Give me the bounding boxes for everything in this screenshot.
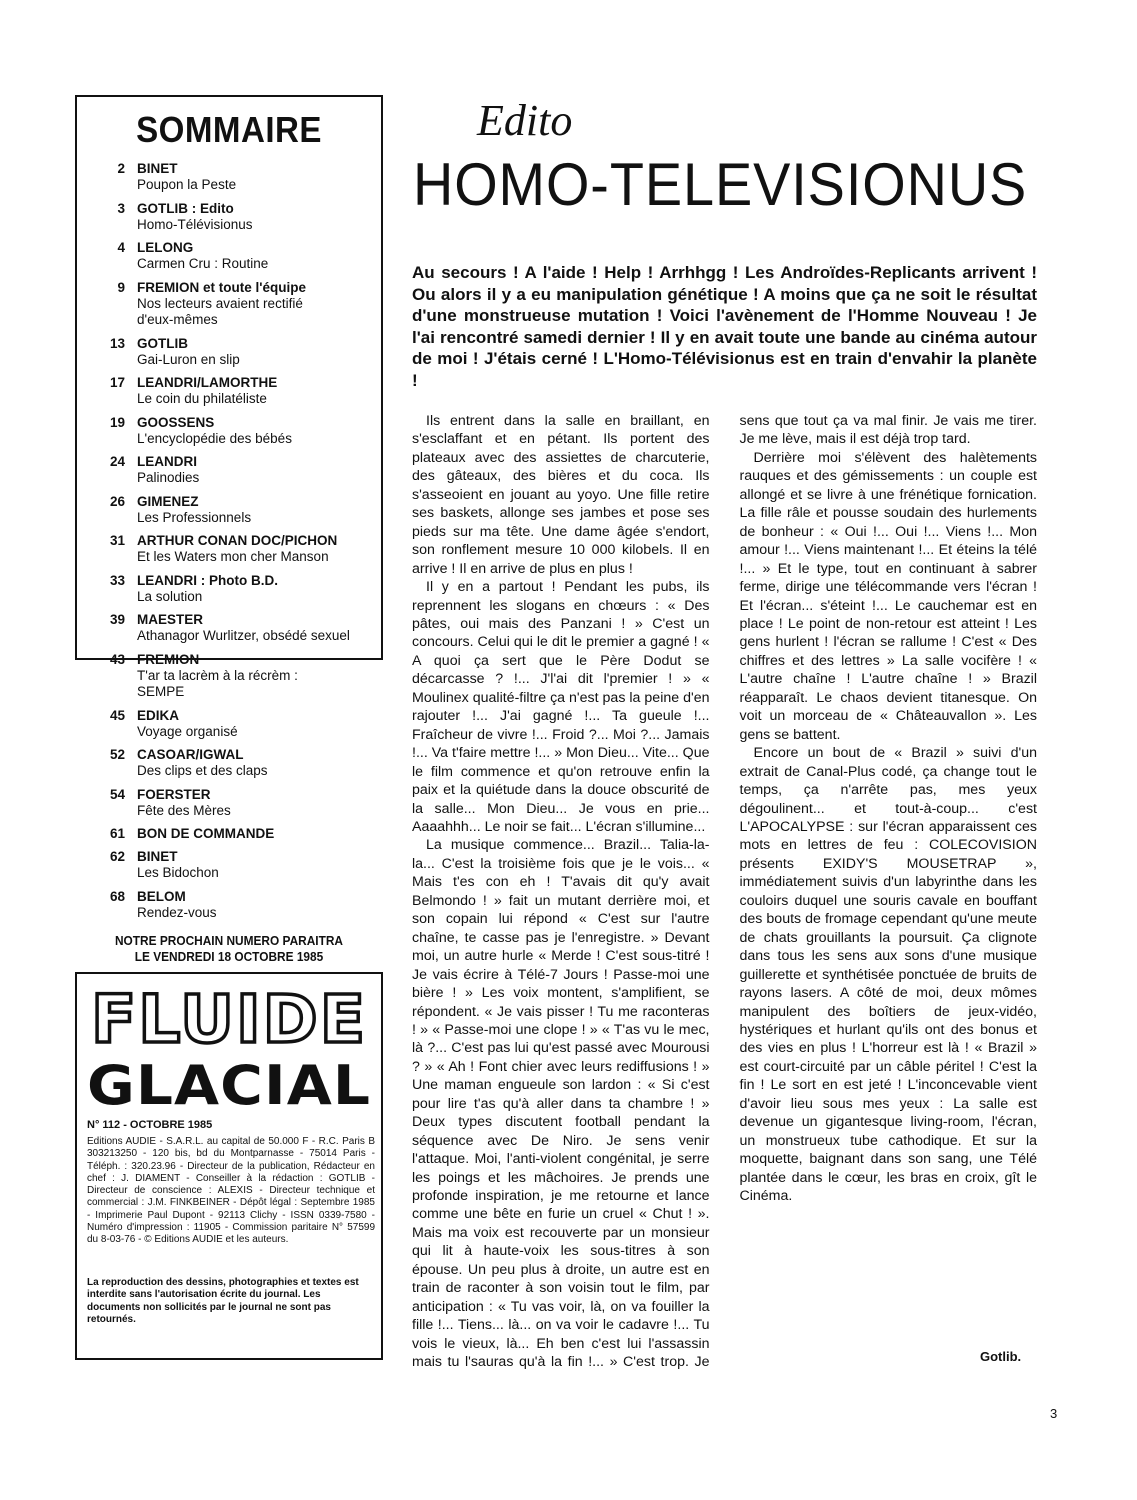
toc-subtitle: Le coin du philatéliste: [137, 391, 267, 406]
toc-entry: [87, 239, 379, 273]
toc-page-number: 45: [109, 707, 125, 723]
toc-subtitle: Les Bidochon: [137, 865, 219, 880]
next-issue-line: NOTRE PROCHAIN NUMERO PARAITRA: [114, 934, 344, 948]
toc-subtitle: Nos lecteurs avaient rectifié d'eux-mêmes: [137, 295, 303, 327]
toc-page-number: 31: [109, 533, 125, 548]
next-issue-notice: [75, 933, 383, 965]
toc-entry: [87, 279, 379, 329]
toc-entry: [87, 746, 379, 780]
toc-subtitle: Poupon la Peste: [137, 177, 237, 192]
toc-subtitle: Et les Waters mon cher Manson: [137, 549, 329, 564]
toc-entry: [87, 374, 379, 408]
toc-page-number: 43: [109, 651, 125, 667]
toc-author: LELONG: [137, 240, 194, 255]
article-paragraph: La musique commence... Brazil... Talia-la-la... C'est la troisième fois que je le vois... « Mais t'es con eh ! T'avais dit qu'y avait Belmondo ! » fait un mutant derrière moi, et son copain lui répond « C'est sur l'autre chaîne, te casse pas je l'enregistre. » Devant moi, un autre hurle « Merde ! C'est sous-titré ! Je vais écrire à Télé-7 Jours ! Passe-moi une bière ! » Les voix montent, s'amplifient, se répondent. « Je vais pisser ! Tu me raconteras ! » « Passe-moi une clope ! » « T'as vu le mec, là ?... C'est pas lui qu'est passé avec Mourousi ? » « Ah ! Font chier avec leurs rediffusions ! » Une maman engueule son lardon : « Si c'est pour lire t'as qu'à aller dans ta chambre ! » Deux types discutent football pendant la séquence avec De Niro. Je sens venir l'attaque. Moi, l'anti-violent congénital, je serre les poings et les mâchoires. Je prends une profonde inspiration, je me retourne et lance comme une bête en furie un cruel « Chut ! ». Mais ma voix est recouverte par un monsieur qui lit à haute-voix les sous-titres à son épouse. Un peu plus à droite, un autre est en train de raconter à son voisin tout le film, par anticipation : « Tu vas voir, là, on va fouiller la fille !... Tiens... là... on va voir le cadavre !... Tu vois le vieux, là... Eh ben c'est lui l'assassin mais tu l'sauras qu'à la fin !... » C'est trop. Je sens que tout ça va mal finir. Je vais me tirer. Je me lève, mais il est déjà trop tard.: [412, 413, 1037, 1371]
toc-subtitle: Homo-Télévisionus: [137, 216, 253, 232]
article-body: [412, 412, 1037, 1372]
copyright-notice: La reproduction des dessins, photographies et textes est interdite sans l'autorisation écrite du journal. Les documents non sollicités par le journal ne sont pas retournés.: [87, 1277, 359, 1325]
toc-author: MAESTER: [137, 612, 204, 627]
toc-entry: [87, 651, 379, 701]
toc-subtitle: Athanagor Wurlitzer, obsédé sexuel: [137, 628, 350, 643]
toc-author: GOOSSENS: [137, 414, 215, 430]
toc-subtitle: Carmen Cru : Routine: [137, 256, 269, 271]
toc-author: ARTHUR CONAN DOC/PICHON: [137, 533, 338, 548]
toc-entry: [87, 848, 379, 882]
toc-page-number: 68: [109, 888, 125, 904]
toc-page-number: 33: [109, 572, 125, 588]
publisher-info: Editions AUDIE - S.A.R.L. au capital de 50.000 F - R.C. Paris B 303213250 - 120 bis, bd du Montparnasse - 75014 Paris - Téléph. : 320.23.96 - Directeur de la publication, Rédacteur en chef : J. DIAMENT - Conseiller à la rédaction : GOTLIB - Directeur de conscience : ALEXIS - Directeur technique et commercial : J.M. FINKBEINER - Dépôt légal : Septembre 1985 - Imprimerie Paul Dupont - 92113 Clichy - ISSN 0339-7580 - Numéro d'impression : 11905 - Commission paritaire N° 57599 du 8-03-76 - © Editions AUDIE et les auteurs.: [87, 1136, 375, 1246]
article-paragraph: Il y en a partout ! Pendant les pubs, ils reprennent les slogans en chœurs : « Des pâtes, oui mais des Panzani ! » C'est un concours. Celui qui le dit le premier a gagné ! « A quoi ça sert que le Père Dodut se décarcasse ? !... J'l'ai dit l'premier ! » « Moulinex qualité-filtre ça n'est pas la peine d'en rajouter !... J'ai gagné !... Ta gueule !... Fraîcheur de vivre !... Froid ?... Moi ?... Jamais !... Va t'faire mettre !... » Mon Dieu... Vite... Que le film commence et qu'on retrouve enfin la paix et la quiétude dans la douce obscurité de la salle... Mon Dieu... Je vous en prie... Aaaahhh... Le noir se fait... L'écran s'illumine...: [412, 579, 710, 835]
toc-subtitle: Voyage organisé: [137, 723, 238, 739]
toc-entry: [87, 493, 379, 527]
author-signature: Gotlib.: [980, 1349, 1022, 1364]
toc-subtitle: Gai-Luron en slip: [137, 351, 240, 367]
article-paragraph: Derrière moi s'élèvent des halètements rauques et des gémissements : un couple est allongé et se livre à une frénétique fornication. La fille râle et pousse soudain des hurlements de bonheur : « Oui !... Oui !... Viens !... Mon amour !... Viens maintenant !... Et éteins la télé !... » Et le type, tout en continuant à sabrer ferme, dirige une télécommande vers l'écran ! Et l'écran... s'éteint !... Le cauchemar est en place ! Le point de non-retour est atteint ! Les gens hurlent ! l'écran se rallume ! C'est « Des chiffres et des lettres » La salle vocifère ! « L'autre chaîne ! L'autre chaîne ! » Brazil réapparaît. Le chaos devient titanesque. On voit un morceau de « Châteauvallon ». Les gens se battent.: [739, 449, 1037, 743]
article-paragraph: Encore un bout de « Brazil » suivi d'un extrait de Canal-Plus codé, ça change tout le temps, ça n'arrête pas, mes yeux dégoulinent... et tout-à-coup... c'est L'APOCALYPSE : sur l'écran apparaissent ces mots en lettres de feu : COLECOVISION présents EXIDY'S MOUSETRAP », immédiatement suivis d'un labyrinthe dans les couloirs duquel une souris cavale en bouffant des bouts de fromage cependant qu'une meute de chats grouillants la poursuit. Ça clignote dans tous les sens aux sons d'une musique guillerette et synthétisée ponctuée de bruits de rayons lasers. A côté de moi, deux mômes manipulent des boîtiers de jeux-vidéo, hystériques et hurlant qu'ils ont des bonus et des vies en plus ! L'horreur est là ! « Brazil » est court-circuité par un câble péritel ! C'est la fin ! Le sort en est jeté ! L'inconcevable vient d'avoir lieu sous mes yeux : La salle est devenue un gigantesque living-room, l'écran, un monstrueux tube cathodique. Et sur la moquette, baignant dans son sang, une Télé plantée dans le cœur, les bras en croix, gît le Cinéma.: [739, 745, 1037, 1205]
table-of-contents: [75, 95, 383, 920]
toc-author: BINET: [137, 849, 178, 864]
toc-entry: [87, 532, 379, 566]
toc-entry: [87, 786, 379, 820]
toc-page-number: 54: [109, 786, 125, 802]
toc-subtitle: Des clips et des claps: [137, 763, 268, 778]
toc-author: BINET: [137, 161, 178, 176]
toc-author: CASOAR/IGWAL: [137, 747, 244, 762]
toc-page-number: 24: [109, 454, 125, 469]
toc-subtitle: Palinodies: [137, 470, 200, 485]
toc-subtitle: T'ar ta lacrèm à la récrèm : SEMPE: [137, 667, 298, 699]
toc-author: GIMENEZ: [137, 493, 199, 509]
article-headline: HOMO-TELEVISIONUS: [413, 151, 1028, 218]
toc-page-number: 61: [109, 826, 125, 841]
toc-author: BON DE COMMANDE: [137, 826, 275, 841]
fluide-glacial-logo: [83, 980, 375, 1110]
logo-word-2: GLACIAL: [87, 1054, 371, 1110]
toc-list: [87, 160, 379, 927]
toc-author: BELOM: [137, 888, 186, 904]
article-intro: Au secours ! A l'aide ! Help ! Arrhhgg ! Les Androïdes-Replicants arrivent ! Ou alors il y a eu manipulation génétique ! A moins que ça ne soit le résultat d'une monstrueuse mutation ! Voici l'avènement de l'Homme Nouveau ! Je l'ai rencontré samedi dernier ! Il y en avait toute une bande au cinéma autour de moi ! J'étais cerné ! L'Homo-Télévisionus est en train d'envahir la planète !: [412, 263, 1037, 390]
toc-subtitle: Les Professionnels: [137, 509, 252, 525]
toc-author: FREMION et toute l'équipe: [137, 279, 306, 295]
toc-title: SOMMAIRE: [136, 109, 322, 150]
toc-page-number: 4: [117, 240, 125, 255]
page-number: 3: [1050, 1406, 1058, 1421]
toc-entry: [87, 888, 379, 922]
toc-author: LEANDRI/LAMORTHE: [137, 375, 278, 390]
toc-author: FOERSTER: [137, 786, 211, 802]
toc-page-number: 3: [117, 200, 125, 216]
article-paragraph: Ils entrent dans la salle en braillant, en s'esclaffant et en pétant. Ils portent des plateaux avec des assiettes de charcuterie, des gâteaux, des bières et du coca. Ils s'asseoient en jouant au yoyo. Une fille retire ses baskets, allonge ses jambes et pose ses pieds sur ma tête. Une dame âgée s'endort, son ronflement mesure 10 000 kilobels. Il en arrive ! Il en arrive de plus en plus !: [412, 413, 710, 577]
next-issue-date: LE VENDREDI 18 OCTOBRE 1985: [134, 950, 324, 964]
toc-page-number: 62: [109, 849, 125, 864]
section-kicker: Edito: [477, 96, 573, 145]
toc-entry: [87, 453, 379, 487]
toc-author: LEANDRI : Photo B.D.: [137, 572, 278, 588]
toc-entry: [87, 825, 379, 842]
toc-author: FREMION: [137, 651, 200, 667]
toc-page-number: 39: [109, 612, 125, 627]
toc-page-number: 17: [109, 375, 125, 390]
logo-word-1: FLUIDE: [91, 981, 367, 1058]
toc-entry: [87, 611, 379, 645]
toc-author: LEANDRI: [137, 454, 197, 469]
toc-entry: [87, 200, 379, 234]
toc-page-number: 2: [117, 161, 125, 176]
toc-page-number: 13: [109, 335, 125, 351]
toc-subtitle: Fête des Mères: [137, 802, 231, 818]
toc-subtitle: L'encyclopédie des bébés: [137, 430, 292, 446]
toc-page-number: 19: [109, 414, 125, 430]
toc-subtitle: La solution: [137, 588, 203, 604]
toc-page-number: 9: [117, 279, 125, 295]
toc-author: GOTLIB : Edito: [137, 200, 234, 216]
toc-page-number: 26: [109, 493, 125, 509]
masthead-box: [75, 972, 383, 1360]
toc-entry: [87, 572, 379, 606]
toc-entry: [87, 707, 379, 741]
toc-entry: [87, 335, 379, 369]
toc-author: EDIKA: [137, 707, 180, 723]
toc-page-number: 52: [109, 747, 125, 762]
toc-entry: [87, 414, 379, 448]
issue-number: N° 112 - OCTOBRE 1985: [87, 1119, 213, 1131]
toc-entry: [87, 160, 379, 194]
toc-subtitle: Rendez-vous: [137, 904, 217, 920]
toc-author: GOTLIB: [137, 335, 188, 351]
